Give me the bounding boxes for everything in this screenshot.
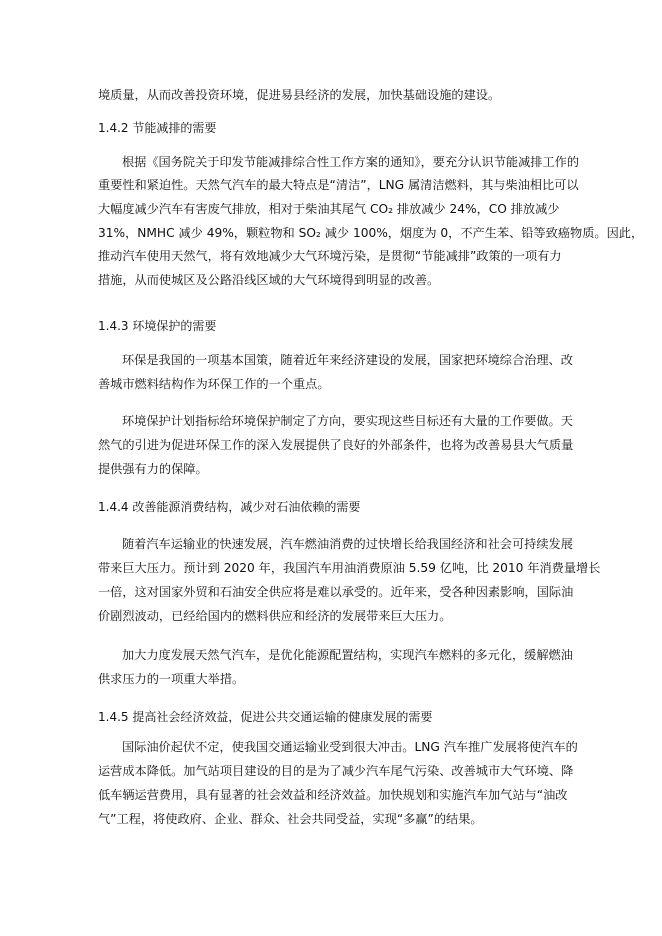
body-line: 低车辆运营费用，具有显著的社会效益和经济效益。加快规划和实施汽车加气站与“油改: [98, 788, 568, 802]
body-line: 措施，从而使城区及公路沿线区域的大气环境得到明显的改善。: [98, 273, 440, 287]
body-line: 带来巨大压力。预计到 2020 年，我国汽车用油消费原油 5.59 亿吨，比 2010 年消费量增长: [98, 561, 601, 575]
body-line: 然气的引进为促进环保工作的深入发展提供了良好的外部条件，也将为改善易县大气质量: [98, 438, 574, 452]
body-line: 根据《国务院关于印发节能减排综合性工作方案的通知》，要充分认识节能减排工作的: [122, 155, 580, 169]
body-line: 大幅度减少汽车有害废气排放，相对于柴油其尾气 CO₂ 排放减少 24%，CO 排放减少: [98, 202, 560, 216]
body-line: 境质量，从而改善投资环境，促进易县经济的发展，加快基础设施的建设。: [98, 88, 501, 102]
body-line: 重要性和紧迫性。天然气汽车的最大特点是“清洁”，LNG 属清洁燃料，其与柴油相比可以: [98, 178, 579, 192]
body-line: 提供强有力的保障。: [98, 462, 208, 476]
body-line: 价剧烈波动，已经给国内的燃料供应和经济的发展带来巨大压力。: [98, 609, 452, 623]
body-line: 随着汽车运输业的快速发展，汽车燃油消费的过快增长给我国经济和社会可持续发展: [122, 537, 573, 551]
section-heading-1-4-3: 1.4.3 环境保护的需要: [98, 319, 217, 333]
body-line: 环保是我国的一项基本国策，随着近年来经济建设的发展，国家把环境综合治理、改: [122, 353, 573, 367]
section-heading-1-4-4: 1.4.4 改善能源消费结构，减少对石油依赖的需要: [98, 500, 361, 514]
body-line: 运营成本降低。加气站项目建设的目的是为了减少汽车尾气污染、改善城市大气环境、降: [98, 764, 574, 778]
body-line: 气”工程，将使政府、企业、群众、社会共同受益，实现“多赢”的结果。: [98, 812, 483, 826]
body-line: 善城市燃料结构作为环保工作的一个重点。: [98, 377, 330, 391]
section-heading-1-4-5: 1.4.5 提高社会经济效益，促进公共交通运输的健康发展的需要: [98, 710, 433, 724]
body-line: 国际油价起伏不定，使我国交通运输业受到很大冲击。LNG 汽车推广发展将使汽车的: [122, 740, 578, 754]
section-heading-1-4-2: 1.4.2 节能减排的需要: [98, 121, 217, 135]
body-line: 环境保护计划指标给环境保护制定了方向，要实现这些目标还有大量的工作要做。天: [122, 414, 573, 428]
body-line: 一倍，这对国家外贸和石油安全供应将是难以承受的。近年来，受各种因素影响，国际油: [98, 585, 574, 599]
body-line: 加大力度发展天然气汽车，是优化能源配置结构，实现汽车燃料的多元化，缓解燃油: [122, 648, 573, 662]
body-line: 31%，NMHC 减少 49%，颗粒物和 SO₂ 减少 100%，烟度为 0，不产生苯、铅等致癌物质。因此，: [98, 226, 644, 240]
body-line: 推动汽车使用天然气，将有效地减少大气环境污染，是贯彻“节能减排”政策的一项有力: [98, 249, 562, 263]
body-line: 供求压力的一项重大举措。: [98, 672, 245, 686]
